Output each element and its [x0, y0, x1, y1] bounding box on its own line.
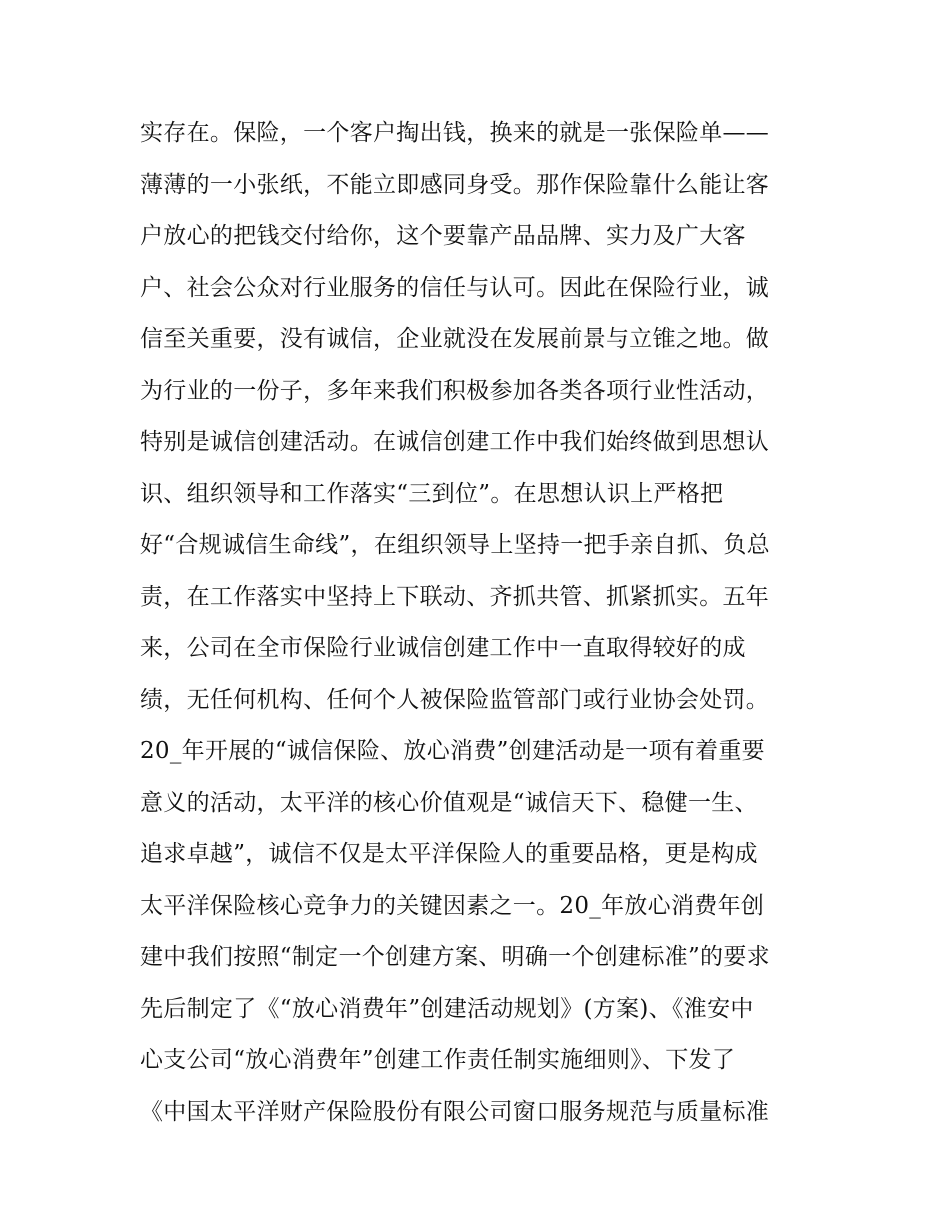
text-line: 户、社会公众对行业服务的信任与认可。因此在保险行业，诚: [140, 274, 770, 301]
text-line: 心支公司“放心消费年”创建工作责任制实施细则》、下发了: [140, 1047, 736, 1073]
text-line: 意义的活动，太平洋的核心价值观是“诚信天下、稳健一生、: [140, 789, 758, 816]
text-line: 实存在。保险，一个客户掏出钱，换来的就是一张保险单——: [140, 120, 770, 146]
text-line: 20_年开展的“诚信保险、放心消费”创建活动是一项有着重要: [140, 738, 765, 764]
text-line: 信至关重要，没有诚信，企业就没在发展前景与立锥之地。做: [140, 326, 770, 352]
text-line: 太平洋保险核心竞争力的关键因素之一。20_年放心消费年创: [140, 892, 765, 919]
text-line: 绩，无任何机构、任何个人被保险监管部门或行业协会处罚。: [140, 686, 770, 713]
text-line: 好“合规诚信生命线”，在组织领导上坚持一把手亲自抓、负总: [140, 532, 770, 558]
text-line: 建中我们按照“制定一个创建方案、明确一个创建标准”的要求: [140, 944, 770, 970]
text-line: 薄薄的一小张纸，不能立即感同身受。那作保险靠什么能让客: [140, 171, 770, 198]
text-line: 户放心的把钱交付给你，这个要靠产品品牌、实力及广大客: [140, 223, 746, 249]
text-line: 为行业的一份子，多年来我们积极参加各类各项行业性活动，: [140, 377, 770, 404]
text-line: 责，在工作落实中坚持上下联动、齐抓共管、抓紧抓实。五年: [140, 583, 770, 610]
text-line: 特别是诚信创建活动。在诚信创建工作中我们始终做到思想认: [140, 429, 770, 455]
text-line: 来，公司在全市保险行业诚信创建工作中一直取得较好的成: [140, 635, 746, 661]
text-line: 《中国太平洋财产保险股份有限公司窗口服务规范与质量标准: [140, 1098, 770, 1125]
text-line: 追求卓越”，诚信不仅是太平洋保险人的重要品格，更是构成: [140, 841, 758, 867]
body-text: [140, 108, 820, 1138]
text-line: 先后制定了《“放心消费年”创建活动规划》(方案)、《淮安中: [140, 995, 754, 1022]
text-line: 识、组织领导和工作落实“三到位”。在思想认识上严格把: [140, 480, 724, 507]
